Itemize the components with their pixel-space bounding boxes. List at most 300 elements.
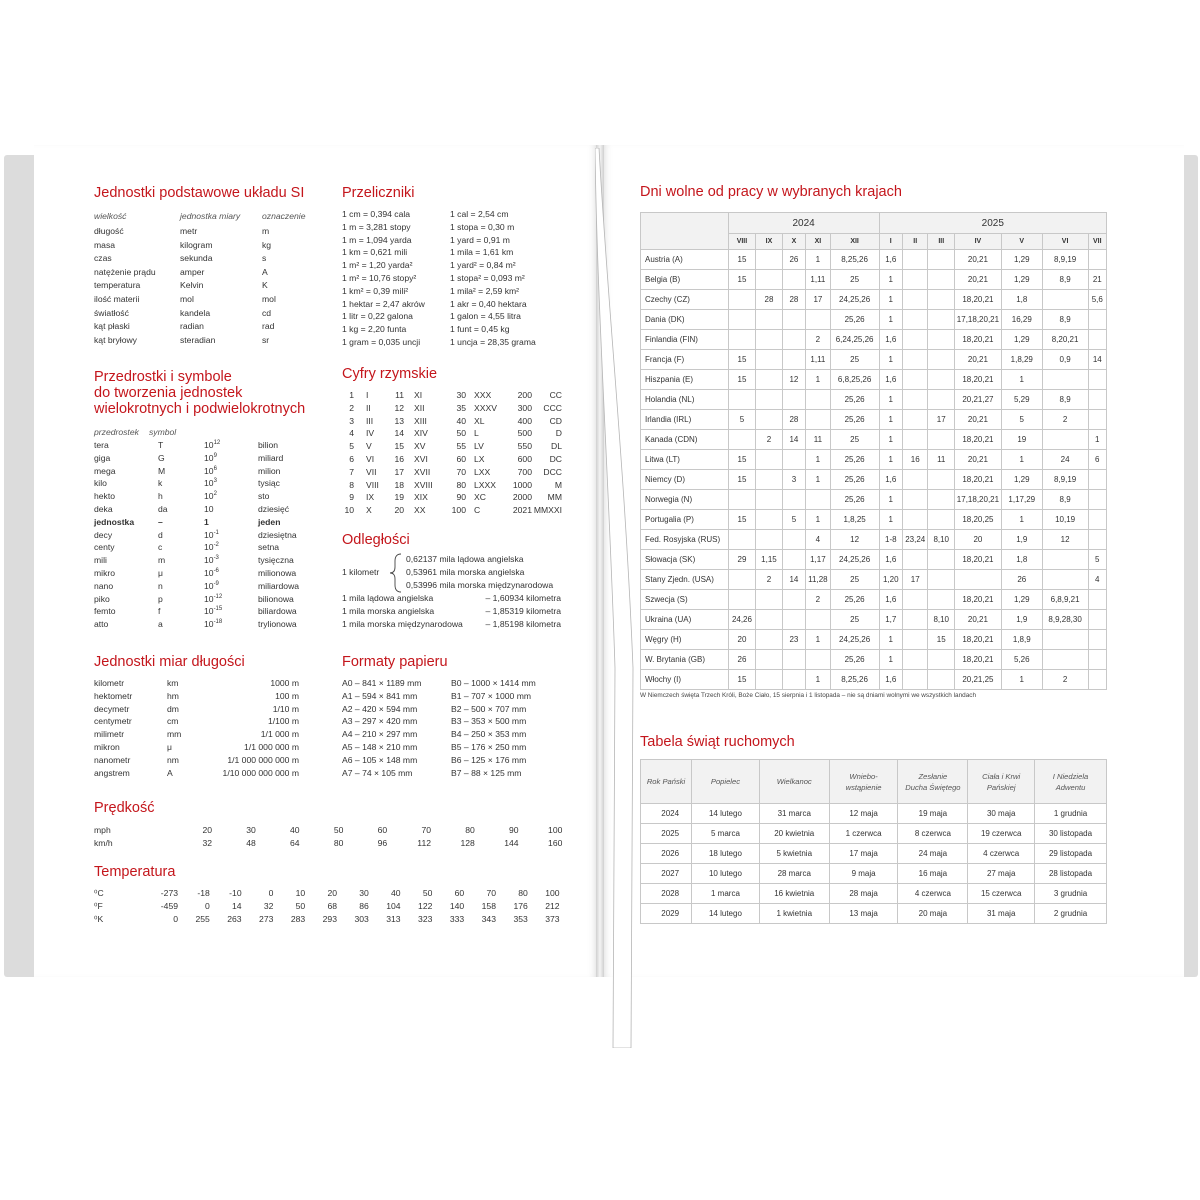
- holiday-cell: 24: [1042, 450, 1088, 470]
- temperature-value: -10: [229, 888, 242, 898]
- roman-numeral: XVII: [414, 466, 431, 477]
- feast-date-cell: 17 maja: [829, 844, 898, 864]
- table-row: [641, 310, 1107, 330]
- country-cell: Włochy (I): [641, 670, 729, 690]
- feast-header: Popielec: [692, 760, 760, 804]
- holiday-cell: 1,29: [1001, 470, 1042, 490]
- holiday-cell: 17: [928, 410, 955, 430]
- roman-numeral: XV: [414, 441, 426, 452]
- si-cell: kilogram: [180, 239, 213, 250]
- length-name: hektometr: [94, 690, 133, 701]
- roman-numeral: CCC: [543, 402, 562, 413]
- paper-b-format: B0 – 1000 × 1414 mm: [451, 678, 536, 688]
- holiday-cell: 1: [879, 310, 902, 330]
- roman-numeral: VI: [366, 454, 375, 464]
- holiday-cell: 18,20,21: [954, 470, 1001, 490]
- prefix-word: tysięczna: [258, 555, 294, 566]
- paper-a-format: A3 – 297 × 420 mm: [342, 716, 418, 727]
- holiday-cell: 5: [1088, 550, 1106, 570]
- temperature-label: ⁰C: [94, 888, 104, 898]
- year-cell: 2026: [641, 844, 692, 864]
- feast-date-cell: 31 maja: [968, 904, 1035, 924]
- si-cell: czas: [94, 253, 112, 264]
- holiday-cell: [903, 550, 928, 570]
- feast-date-cell: 20 maja: [898, 904, 968, 924]
- holiday-cell: 28: [782, 290, 805, 310]
- paper-a-format: A0 – 841 × 1189 mm: [342, 678, 422, 688]
- holiday-cell: [928, 650, 955, 670]
- holiday-cell: 25: [830, 350, 879, 370]
- prefix-name: deka: [94, 504, 113, 514]
- holiday-cell: [903, 250, 928, 270]
- country-cell: Czechy (CZ): [641, 290, 729, 310]
- temperature-value: 283: [290, 914, 306, 924]
- arabic-number: 12: [394, 402, 404, 413]
- prefix-name: decy: [94, 529, 113, 540]
- holiday-cell: 15: [728, 470, 756, 490]
- roman-numeral: XXXV: [474, 402, 497, 413]
- holiday-cell: 1: [879, 510, 902, 530]
- feast-header: I Niedziela Adwentu: [1035, 760, 1107, 804]
- holiday-cell: 1,6: [879, 550, 902, 570]
- prefix-power: $10^{-6}$: [204, 568, 219, 578]
- speed-value: 160: [548, 838, 563, 848]
- holiday-cell: 8,20,21: [1042, 330, 1088, 350]
- holiday-cell: [1042, 370, 1088, 390]
- length-value: 1/10 m: [272, 703, 299, 714]
- holiday-cell: [903, 490, 928, 510]
- holiday-cell: 8,9: [1042, 390, 1088, 410]
- holiday-cell: [782, 310, 805, 330]
- holiday-cell: 1: [879, 350, 902, 370]
- feast-date-cell: 5 marca: [692, 824, 760, 844]
- si-cell: długość: [94, 226, 124, 236]
- table-row: [641, 824, 1107, 844]
- table-row: [641, 390, 1107, 410]
- arabic-number: 9: [349, 492, 354, 503]
- holiday-cell: 1: [879, 290, 902, 310]
- holiday-cell: 1: [1001, 510, 1042, 530]
- speed-value: 80: [333, 838, 344, 848]
- speed-value: 96: [377, 838, 388, 848]
- paper-a-format: A4 – 210 × 297 mm: [342, 729, 418, 740]
- holiday-cell: [728, 490, 756, 510]
- holiday-cell: [756, 370, 783, 390]
- holiday-cell: [928, 550, 955, 570]
- holidays-title: Dni wolne od pracy w wybranych krajach: [640, 184, 902, 200]
- holiday-cell: [756, 250, 783, 270]
- prefix-word: trylionowa: [258, 619, 297, 630]
- table-row: [641, 670, 1107, 690]
- paper-b-format: B6 – 125 × 176 mm: [451, 754, 527, 765]
- distance-unit: 1 mila lądowa angielska: [342, 593, 434, 603]
- holiday-cell: [782, 670, 805, 690]
- arabic-number: 5: [349, 441, 354, 452]
- table-row: [641, 804, 1107, 824]
- si-cell: temperatura: [94, 280, 141, 291]
- length-symbol: mm: [167, 729, 182, 740]
- holiday-cell: 1,15: [756, 550, 783, 570]
- holiday-cell: 1: [806, 670, 830, 690]
- roman-numeral: VIII: [366, 479, 379, 490]
- feast-date-cell: 18 lutego: [692, 844, 760, 864]
- holiday-cell: 10,19: [1042, 510, 1088, 530]
- holiday-cell: 1,6: [879, 370, 902, 390]
- prefix-name: tera: [94, 440, 109, 450]
- speed-value: 48: [246, 838, 256, 848]
- si-cell: m: [262, 226, 270, 236]
- temperature-label: ⁰K: [94, 914, 104, 924]
- temperature-value: 0: [173, 914, 178, 924]
- holiday-cell: [1088, 250, 1106, 270]
- arabic-number: 50: [456, 428, 466, 439]
- kilometer-value: 0,53961 mila morska angielska: [406, 567, 525, 577]
- temperature-value: 104: [386, 901, 401, 911]
- prefix-power: $10^{-1}$: [204, 529, 219, 540]
- arabic-number: 7: [349, 466, 354, 477]
- holiday-cell: [954, 570, 1001, 590]
- conversion-metric: 1 litr = 0,22 galona: [342, 311, 413, 322]
- roman-numeral: XIX: [414, 492, 428, 503]
- holiday-cell: [756, 470, 783, 490]
- roman-numeral: CD: [549, 415, 562, 426]
- holiday-cell: [903, 390, 928, 410]
- holiday-cell: 8,10: [928, 610, 955, 630]
- speed-value: 90: [509, 825, 519, 835]
- holiday-cell: 11: [806, 430, 830, 450]
- table-row: [641, 430, 1107, 450]
- holiday-cell: 12: [830, 530, 879, 550]
- conversion-imperial: 1 yard = 0,91 m: [450, 234, 510, 245]
- si-cell: A: [262, 266, 268, 277]
- holiday-cell: 5: [782, 510, 805, 530]
- holiday-cell: 17,18,20,21: [954, 490, 1001, 510]
- country-cell: Norwegia (N): [641, 490, 729, 510]
- holiday-cell: [728, 290, 756, 310]
- holiday-cell: [1088, 410, 1106, 430]
- holiday-cell: 1,6: [879, 470, 902, 490]
- temperature-value: 14: [232, 901, 242, 911]
- holiday-cell: [1088, 490, 1106, 510]
- arabic-number: 16: [394, 454, 404, 464]
- holiday-cell: [903, 270, 928, 290]
- arabic-number: 10: [344, 505, 354, 516]
- table-row: [641, 270, 1107, 290]
- prefix-name: mili: [94, 555, 107, 566]
- holiday-cell: [756, 310, 783, 330]
- distance-unit: 1 mila morska międzynarodowa: [342, 618, 463, 629]
- holiday-cell: 5,29: [1001, 390, 1042, 410]
- table-row: [641, 490, 1107, 510]
- arabic-number: 11: [395, 390, 404, 400]
- holiday-cell: 1: [806, 510, 830, 530]
- holiday-cell: [782, 550, 805, 570]
- holiday-cell: 1,8: [1001, 290, 1042, 310]
- length-units-title: Jednostki miar długości: [94, 654, 245, 670]
- holiday-cell: 2: [1042, 410, 1088, 430]
- holiday-cell: 24,25,26: [830, 630, 879, 650]
- holiday-cell: 20,21: [954, 610, 1001, 630]
- feast-header: Zesłanie Ducha Świętego: [898, 760, 968, 804]
- feast-date-cell: 14 lutego: [692, 804, 760, 824]
- holiday-cell: 1: [806, 630, 830, 650]
- holiday-cell: [928, 250, 955, 270]
- paper-a-format: A2 – 420 × 594 mm: [342, 703, 418, 714]
- month-header: X: [782, 234, 805, 250]
- roman-title: Cyfry rzymskie: [342, 366, 438, 382]
- holiday-cell: [806, 410, 830, 430]
- holiday-cell: [756, 630, 783, 650]
- holiday-cell: 25,26: [830, 650, 879, 670]
- holiday-cell: 12: [1042, 530, 1088, 550]
- paper-formats-title: Formaty papieru: [342, 654, 448, 670]
- holiday-cell: 1,6: [879, 590, 902, 610]
- holiday-cell: 17: [806, 290, 830, 310]
- length-symbol: nm: [167, 754, 179, 765]
- table-row: [641, 410, 1107, 430]
- arabic-number: 4: [349, 428, 354, 439]
- holiday-cell: [782, 330, 805, 350]
- prefix-name: piko: [94, 593, 110, 604]
- si-cell: cd: [262, 307, 272, 318]
- temperature-value: 353: [513, 914, 528, 924]
- arabic-number: 2021: [512, 505, 532, 516]
- holiday-cell: 1,7: [879, 610, 902, 630]
- speed-label: km/h: [94, 838, 113, 848]
- roman-numeral: LX: [474, 454, 485, 464]
- feast-date-cell: 5 kwietnia: [759, 844, 829, 864]
- arabic-number: 2000: [512, 492, 532, 503]
- speed-title: Prędkość: [94, 800, 155, 816]
- holiday-cell: 2: [1042, 670, 1088, 690]
- feast-date-cell: 28 listopada: [1035, 864, 1107, 884]
- length-name: nanometr: [94, 754, 131, 765]
- prefix-name: atto: [94, 619, 109, 630]
- roman-numeral: XIV: [414, 428, 428, 439]
- si-cell: kąt bryłowy: [94, 334, 137, 345]
- si-cell: mol: [262, 294, 276, 304]
- speed-value: 50: [333, 825, 344, 835]
- year-2025-header: 2025: [879, 213, 1106, 234]
- feast-date-cell: 16 maja: [898, 864, 968, 884]
- holiday-cell: [903, 410, 928, 430]
- speed-value: 70: [421, 825, 431, 835]
- year-cell: 2024: [641, 804, 692, 824]
- holiday-cell: [1088, 390, 1106, 410]
- prefix-word: bilion: [258, 440, 279, 450]
- holiday-cell: 1: [879, 650, 902, 670]
- holiday-cell: 24,25,26: [830, 290, 879, 310]
- prefixes-title-line: Przedrostki i symbole: [94, 369, 232, 385]
- prefix-word: milionowa: [258, 568, 297, 578]
- prefix-symbol: G: [158, 452, 165, 463]
- temperature-value: 70: [486, 888, 496, 898]
- holiday-cell: [1088, 610, 1106, 630]
- holiday-cell: 18,20,21: [954, 330, 1001, 350]
- arabic-number: 400: [517, 415, 532, 426]
- roman-numeral: XIII: [414, 415, 427, 426]
- brace-icon: [388, 553, 404, 593]
- temperature-value: 60: [454, 888, 465, 898]
- holiday-cell: 1: [1088, 430, 1106, 450]
- si-header: wielkość: [94, 211, 127, 221]
- conversion-metric: 1 m = 3,281 stopy: [342, 221, 411, 232]
- holiday-cell: 17,18,20,21: [954, 310, 1001, 330]
- speed-value: 32: [202, 838, 212, 848]
- feast-date-cell: 1 grudnia: [1035, 804, 1107, 824]
- feast-date-cell: 30 listopada: [1035, 824, 1107, 844]
- holiday-cell: 1,8,29: [1001, 350, 1042, 370]
- kilometer-label: 1 kilometr: [342, 567, 380, 577]
- holiday-cell: 1: [879, 390, 902, 410]
- roman-numeral: LV: [474, 441, 484, 452]
- holiday-cell: [903, 370, 928, 390]
- prefix-symbol: T: [158, 440, 164, 450]
- conversion-metric: 1 km = 0,621 mili: [342, 247, 408, 258]
- holiday-cell: [756, 590, 783, 610]
- country-cell: Stany Zjedn. (USA): [641, 570, 729, 590]
- prefix-power: $10^{12}$: [204, 440, 221, 450]
- movable-feasts-table: [640, 759, 1107, 924]
- temperature-value: 0: [205, 901, 210, 911]
- holiday-cell: 25,26: [830, 410, 879, 430]
- country-cell: Węgry (H): [641, 630, 729, 650]
- holiday-cell: 3: [782, 470, 805, 490]
- roman-numeral: DL: [551, 441, 562, 452]
- paper-a-format: A1 – 594 × 841 mm: [342, 690, 418, 701]
- si-cell: metr: [180, 226, 198, 236]
- speed-value: 60: [377, 825, 388, 835]
- holiday-cell: 6,8,9,21: [1042, 590, 1088, 610]
- holiday-cell: 14: [782, 430, 805, 450]
- temperature-value: 373: [545, 914, 560, 924]
- temperature-value: 50: [422, 888, 433, 898]
- roman-numeral: DCC: [543, 466, 562, 477]
- temperature-value: 333: [449, 914, 465, 924]
- country-cell: Portugalia (P): [641, 510, 729, 530]
- holiday-cell: [1088, 310, 1106, 330]
- roman-numeral: DC: [549, 454, 562, 464]
- holiday-cell: [903, 510, 928, 530]
- arabic-number: 200: [517, 390, 532, 400]
- arabic-number: 700: [517, 466, 532, 477]
- feast-date-cell: 27 maja: [968, 864, 1035, 884]
- month-header: XI: [806, 234, 830, 250]
- holiday-cell: 20: [954, 530, 1001, 550]
- holiday-cell: [756, 670, 783, 690]
- holiday-cell: 5,26: [1001, 650, 1042, 670]
- prefix-symbol: k: [158, 478, 163, 489]
- holiday-cell: 1,29: [1001, 590, 1042, 610]
- holiday-cell: [928, 510, 955, 530]
- holiday-cell: [756, 530, 783, 550]
- prefix-power: $10^9$: [204, 452, 217, 463]
- year-cell: 2025: [641, 824, 692, 844]
- arabic-number: 35: [456, 402, 466, 413]
- roman-numeral: LXX: [474, 466, 491, 477]
- holiday-cell: [1042, 630, 1088, 650]
- holiday-cell: 25: [830, 610, 879, 630]
- conversion-metric: 1 kg = 2,20 funta: [342, 324, 407, 335]
- holiday-cell: [728, 430, 756, 450]
- speed-value: 64: [290, 838, 300, 848]
- feast-date-cell: 2 grudnia: [1035, 904, 1107, 924]
- si-cell: K: [262, 280, 268, 291]
- arabic-number: 13: [394, 415, 404, 426]
- roman-numeral: V: [366, 441, 372, 452]
- table-row: [641, 250, 1107, 270]
- holiday-cell: 1: [879, 430, 902, 450]
- holiday-cell: [756, 270, 783, 290]
- prefix-symbol: d: [158, 529, 163, 540]
- si-cell: kąt płaski: [94, 321, 130, 332]
- temperature-value: 122: [418, 901, 433, 911]
- paper-b-format: B1 – 707 × 1000 mm: [451, 690, 532, 701]
- feast-date-cell: 1 kwietnia: [759, 904, 829, 924]
- holiday-cell: [903, 470, 928, 490]
- prefix-header: symbol: [149, 427, 177, 437]
- length-name: decymetr: [94, 703, 130, 714]
- country-cell: Austria (A): [641, 250, 729, 270]
- table-row: [641, 450, 1107, 470]
- conversion-metric: 1 m² = 1,20 yarda²: [342, 260, 413, 271]
- feast-date-cell: 13 maja: [829, 904, 898, 924]
- arabic-number: 300: [517, 402, 532, 413]
- length-symbol: cm: [167, 716, 179, 727]
- length-symbol: dm: [167, 703, 179, 714]
- length-symbol: A: [167, 767, 173, 778]
- arabic-number: 600: [517, 454, 532, 464]
- holiday-cell: 25,26: [830, 470, 879, 490]
- holiday-cell: 8,9: [1042, 310, 1088, 330]
- holiday-cell: [903, 650, 928, 670]
- holiday-cell: 15: [728, 670, 756, 690]
- si-cell: amper: [180, 266, 205, 277]
- si-header: oznaczenie: [262, 211, 306, 221]
- conversion-imperial: 1 cal = 2,54 cm: [450, 209, 509, 219]
- holiday-cell: 4: [1088, 570, 1106, 590]
- roman-numeral: II: [366, 402, 371, 413]
- si-cell: rad: [262, 321, 275, 332]
- temperature-value: 32: [263, 901, 274, 911]
- table-row: [641, 530, 1107, 550]
- holidays-footnote: W Niemczech święta Trzech Króli, Boże Ciało, 15 sierpnia i 1 listopada – nie są dniami wolnymi we wszystkich landach: [640, 692, 977, 699]
- holiday-cell: 8,25,26: [830, 670, 879, 690]
- holiday-cell: 1,17,29: [1001, 490, 1042, 510]
- prefix-power: $10^{-3}$: [204, 555, 219, 566]
- paper-b-format: B5 – 176 × 250 mm: [451, 742, 527, 752]
- temperature-value: 40: [391, 888, 401, 898]
- arabic-number: 100: [451, 505, 466, 516]
- length-name: mikron: [94, 742, 120, 752]
- holiday-cell: [1088, 670, 1106, 690]
- holiday-cell: 1: [806, 370, 830, 390]
- holiday-cell: [1088, 630, 1106, 650]
- conversion-imperial: 1 mila² = 2,59 km²: [450, 285, 520, 296]
- month-header: IX: [756, 234, 783, 250]
- roman-numeral: XVIII: [414, 479, 433, 490]
- arabic-number: 90: [456, 492, 466, 503]
- holiday-cell: 0,9: [1042, 350, 1088, 370]
- paper-a-format: A7 – 74 × 105 mm: [342, 767, 413, 778]
- length-value: 100 m: [275, 690, 299, 701]
- speed-value: 144: [504, 838, 519, 848]
- holiday-cell: [928, 290, 955, 310]
- holiday-cell: [1088, 330, 1106, 350]
- temperature-value: 68: [327, 901, 337, 911]
- holiday-cell: 18,20,21: [954, 630, 1001, 650]
- holiday-cell: [728, 390, 756, 410]
